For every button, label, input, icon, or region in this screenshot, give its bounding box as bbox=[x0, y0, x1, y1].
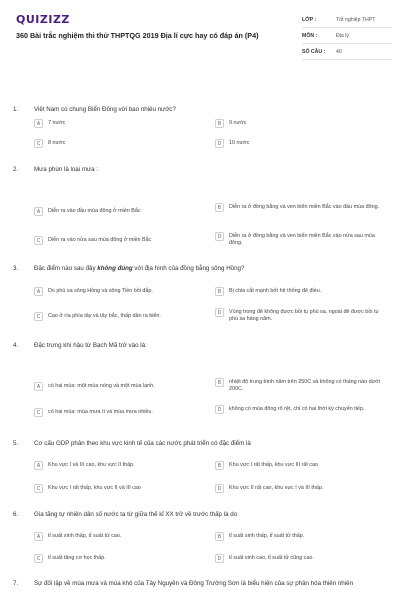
option-letter: C bbox=[34, 139, 43, 148]
worksheet-meta bbox=[302, 12, 392, 60]
question-number: 3. bbox=[13, 265, 19, 272]
option-letter: B bbox=[215, 287, 224, 296]
question-text: Đặc trưng khí hậu từ Bạch Mã trở vào là: bbox=[34, 342, 147, 349]
option-letter: B bbox=[215, 378, 224, 387]
option-letter: D bbox=[215, 405, 224, 414]
option-text: Diễn ra vào nửa sau mùa đông ở miền Bắc bbox=[48, 237, 152, 243]
option-d[interactable] bbox=[215, 139, 385, 148]
option-b[interactable] bbox=[215, 287, 385, 296]
option-text: Cao ở rìa phía tây và tây bắc, thấp dần ra biển. bbox=[48, 313, 161, 319]
option-d[interactable] bbox=[215, 484, 385, 493]
option-d[interactable] bbox=[215, 308, 385, 323]
option-letter: C bbox=[34, 554, 43, 563]
option-letter: C bbox=[34, 484, 43, 493]
option-text: Vùng trong đê không được bồi tụ phù sa, ngoài đê được bồi tụ phù sa hàng năm. bbox=[229, 309, 379, 322]
option-text: Bị chia cắt mạnh bởi hệ thống đê điều. bbox=[229, 288, 322, 294]
question-number: 2. bbox=[13, 166, 19, 173]
meta-value: 40 bbox=[336, 48, 342, 55]
option-c[interactable] bbox=[34, 236, 204, 245]
option-b[interactable] bbox=[215, 378, 385, 393]
option-letter: A bbox=[34, 287, 43, 296]
option-text: Diễn ra vào đầu mùa đông ở miền Bắc bbox=[48, 208, 141, 214]
question-number: 7. bbox=[13, 580, 19, 587]
worksheet-title: 360 Bài trắc nghiệm thi thử THPTQG 2019 Địa lí cực hay có đáp án (P4) bbox=[16, 31, 259, 40]
option-b[interactable] bbox=[215, 461, 385, 470]
question-number: 5. bbox=[13, 440, 19, 447]
option-text: Khu vực I và III cao, khu vực II thấp. bbox=[48, 462, 135, 468]
option-text: không có mùa đông rõ rệt, chỉ có hai thời kỳ chuyển tiếp. bbox=[229, 406, 365, 412]
option-letter: A bbox=[34, 461, 43, 470]
option-letter: B bbox=[215, 461, 224, 470]
option-letter: D bbox=[215, 308, 224, 317]
question-text: Sự đối lập về mùa mưa và mùa khô của Tây Nguyên và Đông Trường Sơn là biểu hiện của sự phân hóa thiên nhiên bbox=[34, 580, 354, 587]
question-text-part: Đặc điểm nào sau đây bbox=[34, 265, 98, 272]
question-text: Việt Nam có chung Biển Đông với bao nhiêu nước? bbox=[34, 106, 176, 113]
option-a[interactable] bbox=[34, 532, 204, 541]
option-text: có hai mùa: một mùa nóng và một mùa lạnh. bbox=[48, 383, 155, 389]
question-number: 1. bbox=[13, 106, 19, 113]
option-letter: C bbox=[34, 312, 43, 321]
option-b[interactable] bbox=[215, 203, 385, 212]
option-text: tỉ suất tăng cơ học thấp. bbox=[48, 555, 106, 561]
option-text: Do phù sa sông Hồng và sông Tiền bồi đắp. bbox=[48, 288, 153, 294]
option-text: tỉ suất sinh cao, tỉ suất tử cũng cao. bbox=[229, 555, 314, 561]
question-text-emphasis: không đúng bbox=[97, 265, 133, 272]
option-c[interactable] bbox=[34, 312, 204, 321]
option-letter: B bbox=[215, 203, 224, 212]
option-letter: D bbox=[215, 139, 224, 148]
option-d[interactable] bbox=[215, 232, 385, 247]
option-letter: A bbox=[34, 532, 43, 541]
option-text: 8 nước bbox=[48, 140, 66, 146]
question-number: 6. bbox=[13, 511, 19, 518]
option-text: có hai mùa: mùa mưa ít và mùa mưa nhiều. bbox=[48, 409, 153, 415]
question-text: Cơ cấu GDP phân theo khu vực kinh tế của các nước phát triển có đặc điểm là bbox=[34, 440, 251, 447]
option-d[interactable] bbox=[215, 554, 385, 563]
quizizz-logo: QUIZIZZ bbox=[16, 13, 70, 26]
option-text: tỉ suất sinh thấp, tỉ suất tử cao. bbox=[48, 533, 122, 539]
option-letter: D bbox=[215, 232, 224, 241]
option-letter: A bbox=[34, 207, 43, 216]
option-d[interactable] bbox=[215, 405, 385, 414]
option-b[interactable] bbox=[215, 119, 385, 128]
meta-row-class bbox=[302, 12, 392, 28]
option-text: Diễn ra ở đồng bằng và ven biển miền Bắc vào nửa sau mùa đông. bbox=[229, 233, 375, 246]
option-text: 9 nước bbox=[229, 120, 247, 126]
option-c[interactable] bbox=[34, 484, 204, 493]
option-letter: C bbox=[34, 236, 43, 245]
option-text: Khu vực II rất cao, khu vực I và III thấp. bbox=[229, 485, 324, 491]
option-text: 7 nước bbox=[48, 120, 66, 126]
option-a[interactable] bbox=[34, 382, 204, 391]
option-letter: D bbox=[215, 484, 224, 493]
option-letter: D bbox=[215, 554, 224, 563]
option-letter: B bbox=[215, 532, 224, 541]
meta-label: LỚP : bbox=[302, 16, 317, 23]
option-letter: A bbox=[34, 382, 43, 391]
option-a[interactable] bbox=[34, 287, 204, 296]
option-text: Khu vực I rất thấp, khu vực II và III cao bbox=[48, 485, 141, 491]
option-c[interactable] bbox=[34, 554, 204, 563]
meta-row-count bbox=[302, 44, 392, 60]
option-c[interactable] bbox=[34, 408, 204, 417]
option-text: Diễn ra ở đồng bằng và ven biển miền Bắc vào đầu mùa đông. bbox=[229, 204, 380, 210]
option-letter: B bbox=[215, 119, 224, 128]
meta-label: MÔN : bbox=[302, 32, 318, 39]
question-number: 4. bbox=[13, 342, 19, 349]
question-text bbox=[34, 265, 384, 273]
question-text: Gia tăng tự nhiên dân số nước ta từ giữa thế kỉ XX trở về trước thấp là do bbox=[34, 511, 238, 518]
option-c[interactable] bbox=[34, 139, 204, 148]
option-text: nhiệt độ trung bình năm trên 250C và không có tháng nào dưới 200C. bbox=[229, 379, 380, 392]
option-a[interactable] bbox=[34, 461, 204, 470]
option-b[interactable] bbox=[215, 532, 385, 541]
option-text: tỉ suất sinh thấp, tỉ suất tử thấp. bbox=[229, 533, 305, 539]
option-a[interactable] bbox=[34, 207, 204, 216]
meta-value: Tốt nghiệp THPT bbox=[336, 16, 376, 23]
meta-row-subject bbox=[302, 28, 392, 44]
question-text-part: với địa hình của đồng bằng sông Hồng? bbox=[132, 265, 245, 272]
meta-label: SỐ CÂU : bbox=[302, 48, 326, 55]
meta-value: Địa lý bbox=[336, 32, 349, 39]
option-text: Khu vực I rất thấp, khu vực III rất cao bbox=[229, 462, 319, 468]
worksheet-header bbox=[0, 0, 400, 72]
option-letter: C bbox=[34, 408, 43, 417]
option-letter: A bbox=[34, 119, 43, 128]
option-text: 10 nước bbox=[229, 140, 250, 146]
option-a[interactable] bbox=[34, 119, 204, 128]
question-text: Mưa phùn là loại mưa : bbox=[34, 166, 99, 173]
